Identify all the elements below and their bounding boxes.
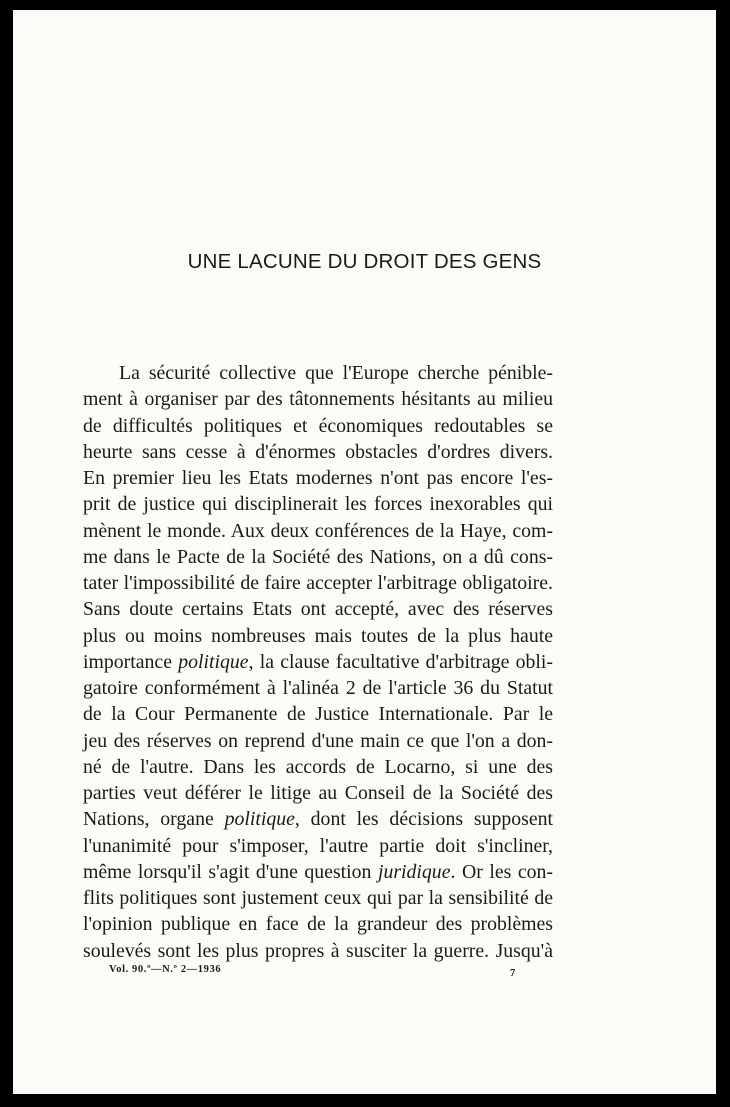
text-line: gatoire conformément à l'alinéa 2 de l'article 36 du Statut: [83, 677, 553, 699]
text-line: né de l'autre. Dans les accords de Locarno, si une des: [83, 755, 553, 778]
document-page: [13, 10, 716, 1094]
emphasis-word: juridique: [377, 860, 451, 883]
body-paragraph: [83, 360, 553, 964]
emphasis-word: politique: [224, 808, 295, 831]
text-line: La sécurité collective que l'Europe cherche pénible-: [119, 362, 553, 384]
text-line: importance politique, la clause facultative d'arbitrage obli-: [83, 650, 553, 673]
text-line: En premier lieu les Etats modernes n'ont pas encore l'es-: [83, 467, 553, 489]
text-line: Sans doute certains Etats ont accepté, avec des réserves: [83, 598, 553, 621]
text-line: tater l'impossibilité de faire accepter l'arbitrage obligatoire.: [83, 572, 553, 594]
text-line: l'opinion publique en face de la grandeur des problèmes: [83, 913, 553, 936]
text-line: de difficultés politiques et économiques redoutables se: [83, 414, 553, 437]
text-line: parties veut déférer le litige au Conseil de la Société des: [83, 782, 553, 804]
text-line: même lorsqu'il s'agit d'une question juridique. Or les con-: [83, 860, 554, 883]
text-line: prit de justice qui disciplinerait les forces inexorables qui: [83, 493, 553, 516]
text-line: jeu des réserves on reprend d'une main ce que l'on a don-: [83, 729, 553, 752]
text-line: plus ou moins nombreuses mais toutes de la plus haute: [83, 624, 553, 647]
text-line: l'unanimité pour s'imposer, l'autre partie doit s'incliner,: [83, 834, 553, 857]
emphasis-word: politique: [178, 650, 249, 673]
text-line: heurte sans cesse à d'énormes obstacles d'ordres divers.: [83, 440, 553, 463]
document-title: UNE LACUNE DU DROIT DES GENS: [187, 250, 542, 273]
text-line: ment à organiser par des tâtonnements hésitants au milieu: [83, 388, 553, 411]
text-line: me dans le Pacte de la Société des Nations, on a dû cons-: [83, 545, 553, 568]
text-line: soulevés sont les plus propres à susciter la guerre. Jusqu'à: [83, 939, 553, 962]
text-line: flits politiques sont justement ceux qui par la sensibilité de: [83, 887, 553, 909]
page-number: 7: [510, 968, 516, 979]
text-line: mènent le monde. Aux deux conférences de la Haye, com-: [83, 519, 553, 542]
volume-footer: Vol. 90.º—N.º 2—1936: [109, 964, 222, 975]
text-line: de la Cour Permanente de Justice Internationale. Par le: [83, 703, 553, 726]
text-line: Nations, organe politique, dont les décisions supposent: [83, 808, 553, 831]
